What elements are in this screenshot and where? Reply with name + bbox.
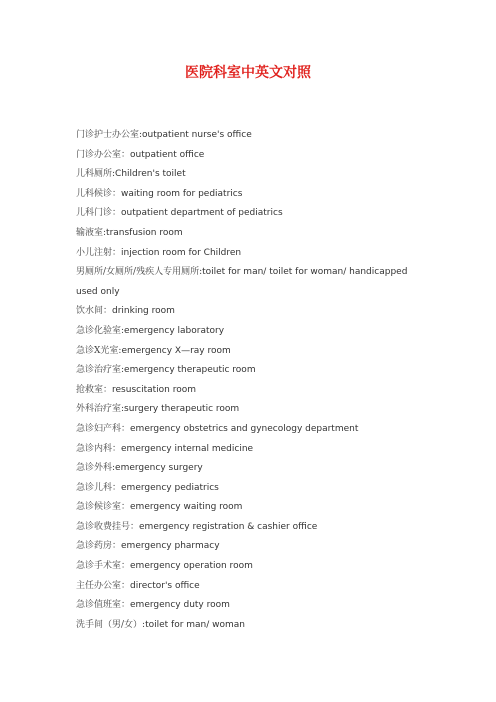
list-item: [76, 596, 424, 616]
entry-english-label: transfusion room: [106, 227, 183, 238]
entry-english-label: injection room for Children: [121, 247, 242, 258]
list-item: [76, 498, 424, 518]
entry-chinese-label: 急诊儿科：: [76, 482, 122, 493]
list-item: [76, 361, 424, 381]
entry-chinese-label: 急诊妇产科：: [76, 423, 131, 434]
document-title: 医院科室中英文对照: [185, 65, 311, 81]
entry-english-label: emergency duty room: [130, 600, 230, 611]
list-item: [76, 342, 424, 362]
entry-list: [76, 126, 424, 635]
entry-chinese-label: 主任办公室：: [76, 580, 131, 591]
list-item: [76, 479, 424, 499]
entry-english-label: emergency pediatrics: [121, 482, 219, 493]
entry-chinese-label: 小儿注射：: [76, 247, 122, 258]
entry-chinese-label: 急诊手术室：: [76, 561, 131, 572]
entry-english-label: emergency waiting room: [130, 502, 243, 513]
list-item: [76, 224, 424, 244]
entry-english-label: outpatient office: [130, 149, 205, 160]
entry-english-label: Children's toilet: [115, 169, 186, 180]
list-item: [76, 420, 424, 440]
list-item: [76, 322, 424, 342]
list-item: [76, 146, 424, 166]
entry-english-label: drinking room: [112, 306, 175, 317]
list-item: [76, 577, 424, 597]
entry-english-label: emergency registration & cashier office: [139, 521, 318, 532]
list-item: [76, 165, 424, 185]
entry-english-label: toilet for man/ woman: [145, 619, 246, 630]
entry-chinese-label: 洗手间（男/女）:: [76, 619, 146, 630]
entry-chinese-label: 儿科厕所:: [76, 169, 116, 180]
entry-chinese-label: 输液室:: [76, 227, 107, 238]
entry-english-label: outpatient nurse's office: [142, 130, 252, 140]
entry-chinese-label: 急诊内科：: [76, 443, 122, 454]
entry-english-label: emergency pharmacy: [121, 541, 220, 552]
entry-english-label: outpatient department of pediatrics: [121, 208, 283, 219]
list-item: [76, 400, 424, 420]
entry-english-label: director's office: [130, 580, 200, 591]
list-item: [76, 126, 424, 146]
list-item: [76, 185, 424, 205]
entry-chinese-label: 急诊候诊室：: [76, 502, 131, 513]
entry-chinese-label: 门诊护士办公室:: [76, 130, 143, 140]
entry-english-label: emergency internal medicine: [121, 443, 254, 454]
entry-chinese-label: 急诊化验室:: [76, 325, 125, 336]
list-item: [76, 537, 424, 557]
entry-chinese-label: 急诊收费挂号：: [76, 521, 140, 532]
list-item: [76, 381, 424, 401]
entry-chinese-label: 抢救室：: [76, 384, 113, 395]
entry-english-label: surgery therapeutic room: [124, 404, 240, 415]
entry-english-label: emergency therapeutic room: [124, 365, 256, 376]
entry-english-label: emergency operation room: [130, 561, 253, 572]
entry-chinese-label: 急诊外科:: [76, 463, 116, 474]
entry-english-label: toilet for man/ toilet for woman/ handicapped used only: [76, 267, 408, 297]
list-item: [76, 616, 424, 636]
entry-chinese-label: 急诊值班室：: [76, 600, 131, 611]
list-item: [76, 518, 424, 538]
entry-chinese-label: 男厕所/女厕所/残疾人专用厕所:: [76, 267, 203, 278]
entry-chinese-label: 儿科门诊：: [76, 208, 122, 219]
entry-chinese-label: 急诊X光室:: [76, 345, 122, 356]
entry-chinese-label: 饮水间：: [76, 306, 113, 317]
entry-english-label: emergency surgery: [115, 463, 203, 474]
list-item: [76, 459, 424, 479]
entry-english-label: emergency laboratory: [124, 325, 225, 336]
entry-english-label: emergency X—ray room: [121, 345, 231, 356]
entry-chinese-label: 外科治疗室:: [76, 404, 125, 415]
list-item: [76, 440, 424, 460]
list-item: [76, 557, 424, 577]
list-item: [76, 263, 424, 302]
list-item: [76, 204, 424, 224]
entry-chinese-label: 急诊药房：: [76, 541, 122, 552]
entry-english-label: waiting room for pediatrics: [121, 188, 243, 199]
entry-chinese-label: 急诊治疗室:: [76, 365, 125, 376]
list-item: [76, 302, 424, 322]
entry-chinese-label: 门诊办公室：: [76, 149, 131, 160]
entry-english-label: resuscitation room: [112, 384, 197, 395]
entry-english-label: emergency obstetrics and gynecology department: [130, 423, 359, 434]
entry-chinese-label: 儿科候诊：: [76, 188, 122, 199]
list-item: [76, 244, 424, 264]
